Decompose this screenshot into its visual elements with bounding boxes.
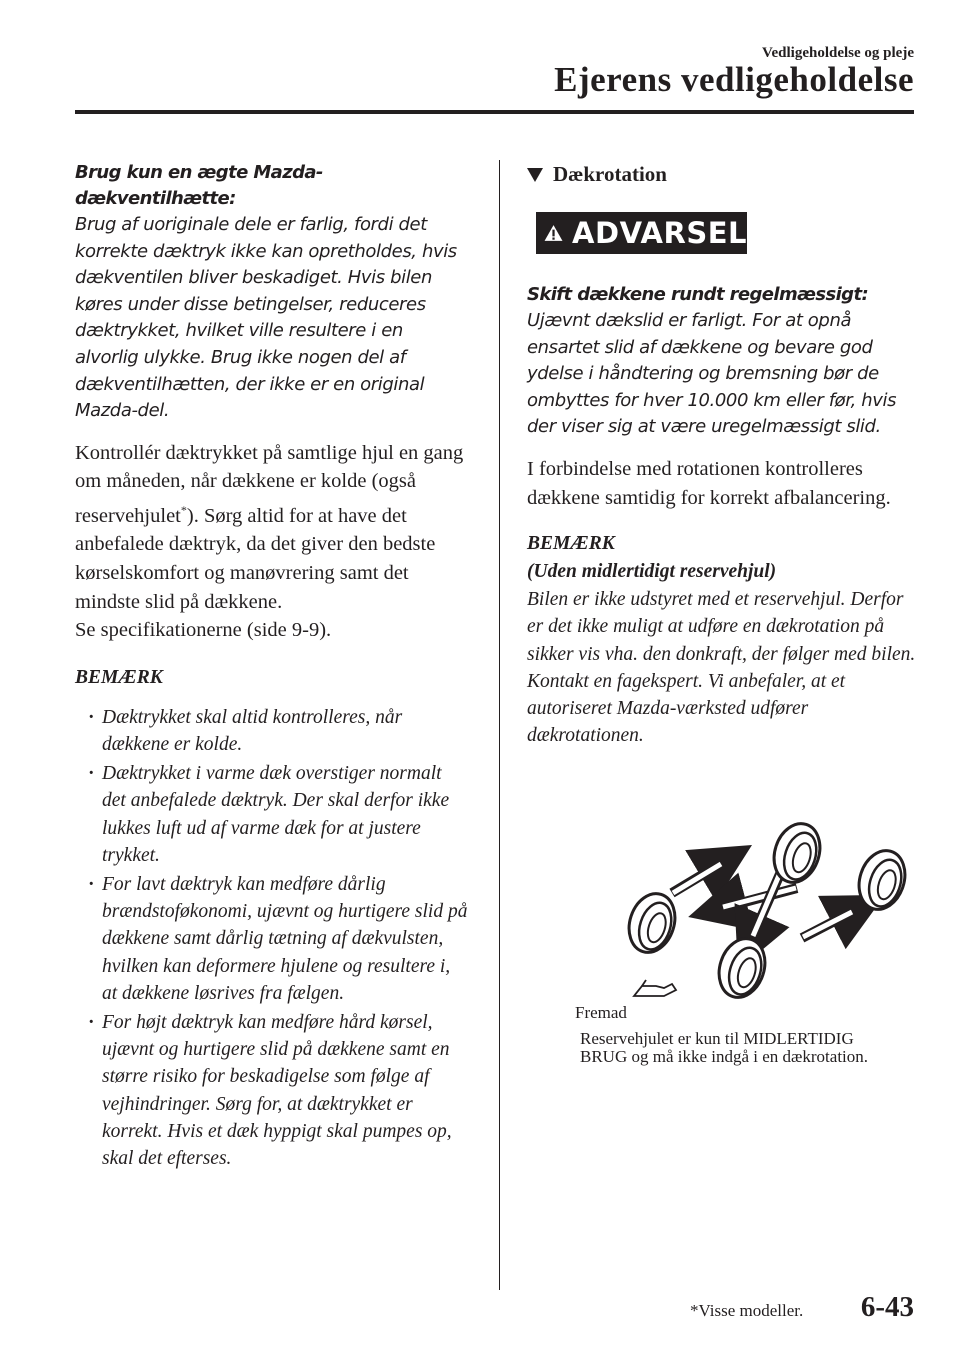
note-label: BEMÆRK	[527, 533, 615, 555]
note-subtitle: (Uden midlertidigt reservehjul)	[527, 561, 777, 583]
tire-icon	[852, 845, 912, 916]
forward-pointer-icon	[634, 980, 676, 996]
warning-text: Ujævnt dækslid er farligt. For at opnå ensartet slid af dækkene og bevare god ydelse i håndtering og bremsning bør de ombyttes for hver 10.000 km eller før, hvis der viser sig at være uregelmæssigt slid.	[527, 310, 897, 438]
body-text-part-2: ). Sørg altid for at have det anbefalede dæktryk, da det giver den bedste kørselskomfort og manøvrering samt det mindste slid på dækkene.	[75, 504, 436, 613]
note-item: · Dæktrykket skal altid kontrolleres, når dækkene er kolde.	[75, 704, 470, 758]
footnote: *Visse modeller.	[690, 1301, 804, 1320]
column-divider	[499, 160, 500, 1290]
note-label: BEMÆRK	[75, 666, 163, 688]
forward-label: Fremad	[575, 1003, 627, 1022]
rotation-arrows	[672, 858, 854, 938]
body-paragraph	[75, 439, 470, 645]
tire-rotation-illustration	[572, 808, 932, 1008]
footnote-mark: *	[180, 502, 187, 517]
note-text: Bilen er ikke udstyret med et reservehjul. Derfor er det ikke muligt at udføre en dækrotation på sikker vis vha. den donkraft, der følger med bilen. Kontakt en fagekspert. Vi anbefaler, at et autoriseret Mazda-værksted udfører dækrotationen.	[527, 589, 916, 747]
note-item: · For lavt dæktryk kan medføre dårlig brændstoføkonomi, ujævnt og hurtigere slid på dækkene samt dårlig tætning af dækvulsten, hvilken kan deformere hjulene og resultere i, at dækkene løsrives fra fælgen.	[75, 871, 470, 1007]
tire-icon	[622, 888, 682, 959]
page-title: Ejerens vedligeholdelse	[554, 60, 914, 99]
right-column	[527, 160, 922, 1066]
left-column	[75, 160, 470, 1174]
warning-heading: Skift dækkene rundt regelmæssigt:	[527, 284, 869, 305]
warning-badge-label: ADVARSEL	[572, 216, 747, 250]
warning-heading: Brug kun en ægte Mazda-dækventilhætte:	[75, 162, 323, 209]
section-heading-label: Dækrotation	[553, 162, 667, 186]
tire-icon	[712, 933, 772, 1004]
warning-text: Brug af uoriginale dele er farlig, fordi det korrekte dæktryk ikke kan opretholdes, hvis dækventilen bliver beskadiget. Hvis bilen køres under disse betingelser, reduceres dæktrykket, hvilket ville resultere i en alvorlig ulykke. Brug ikke nogen del af dækventilhætten, der ikke er en original Mazda-del.	[75, 214, 457, 422]
page-number: 6-43	[860, 1291, 914, 1323]
warning-triangle-icon	[544, 218, 563, 248]
tire-rotation-diagram	[572, 808, 932, 1098]
figure-caption: Reservehjulet er kun til MIDLERTIDIG BRUG og må ikke indgå i en dækrotation.	[580, 1029, 869, 1066]
note-item: · Dæktrykket i varme dæk overstiger normalt det anbefalede dæktryk. Der skal derfor ikke lukkes luft ud af varme dæk for at justere trykket.	[75, 760, 470, 869]
triangle-bullet-icon	[527, 168, 543, 182]
spec-reference: Se specifikationerne (side 9-9).	[75, 619, 332, 642]
body-text-part-1: Kontrollér dæktrykket på samtlige hjul en gang om måneden, når dækkene er kolde (også reservehjulet	[75, 441, 464, 527]
note-list	[75, 704, 470, 1172]
header-rule	[75, 110, 914, 114]
note-item: · For højt dæktryk kan medføre hård kørsel, ujævnt og hurtigere slid på dækkene samt en større risiko for beskadigelse som følge af vejhindringer. Sørg for, at dæktrykket er korrekt. Hvis et dæk hyppigt skal pumpes op, skal det efterses.	[75, 1009, 470, 1172]
section-heading	[527, 160, 922, 188]
warning-badge	[536, 212, 747, 254]
body-paragraph: I forbindelse med rotationen kontrolleres dækkene samtidig for korrekt afbalancering.	[527, 457, 891, 509]
header-section-title: Vedligeholdelse og pleje	[762, 45, 914, 61]
